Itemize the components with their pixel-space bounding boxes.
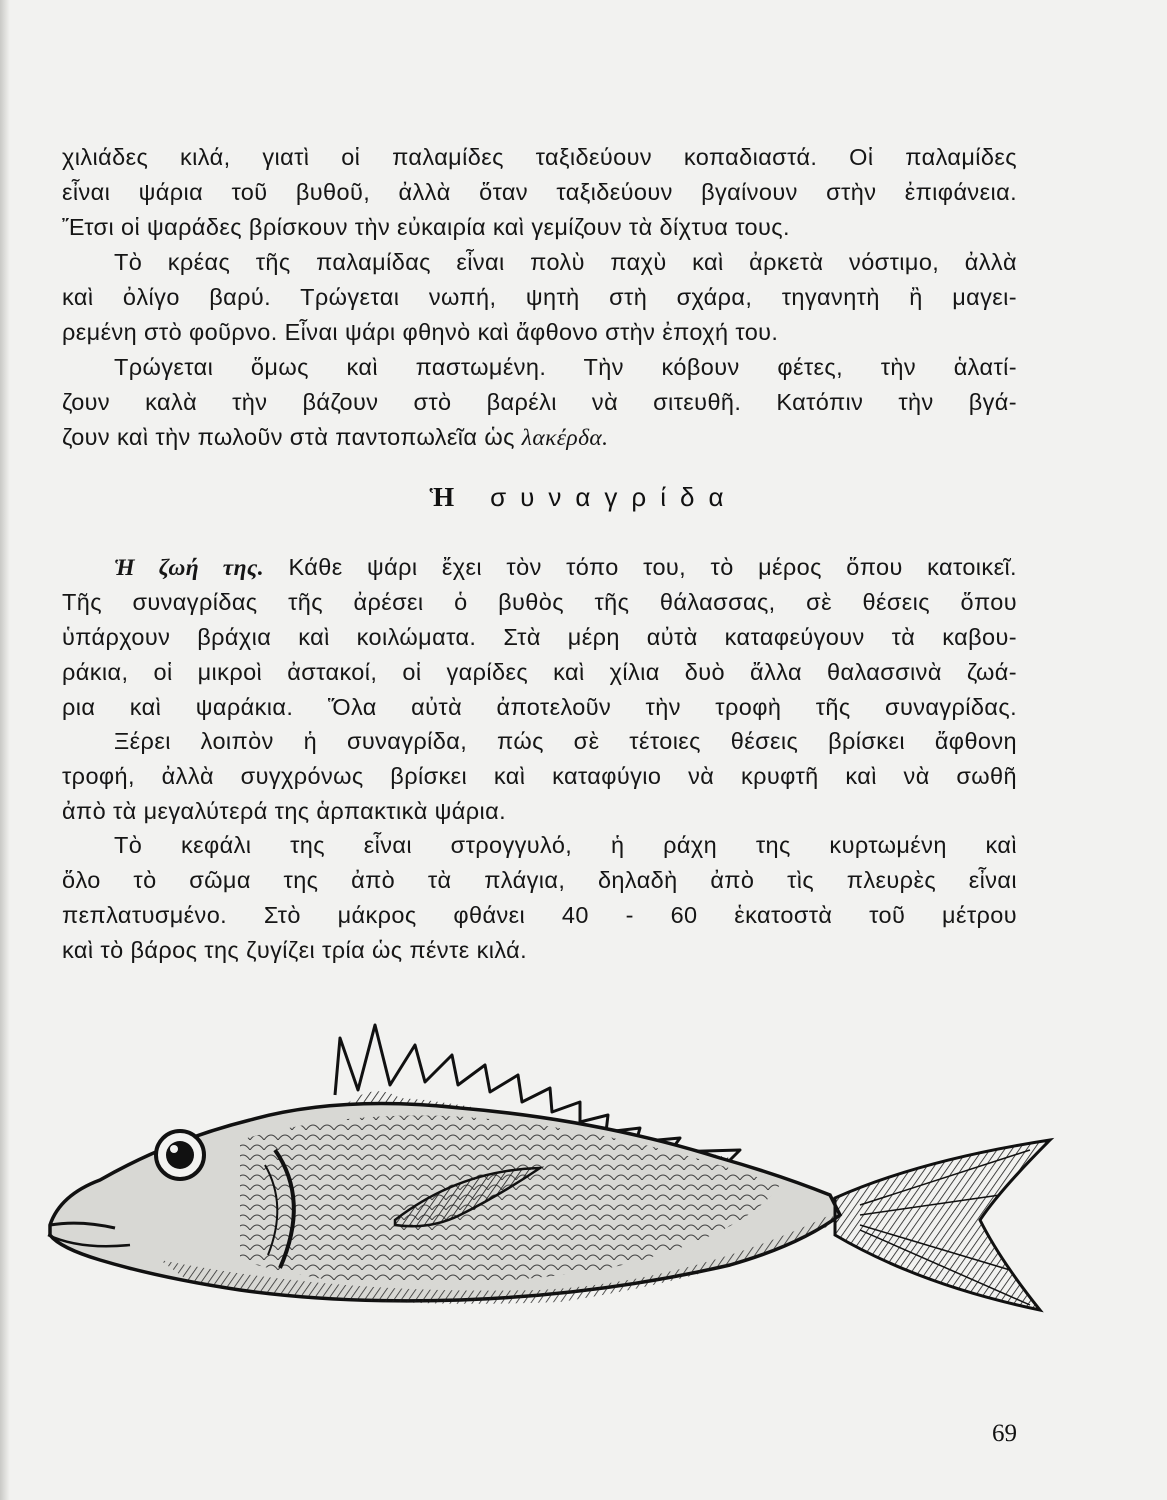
paragraph-synagrida-shelter [62,724,1017,829]
heading-title: συναγρίδα [490,482,738,512]
text-line: ρια καὶ ψαράκια. Ὅλα αὐτὰ ἀποτελοῦν τὴν τροφὴ τῆς συναγρίδας. [62,694,1017,720]
text-line-content: ζουν καὶ τὴν πωλοῦν στὰ παντοπωλεῖα ὡς [62,424,515,450]
lakerda-word: λακέρδα. [521,425,609,451]
paragraph-synagrida-life [62,550,1017,725]
page-edge-shadow [0,0,10,1500]
text-line: καὶ τὸ βάρος της ζυγίζει τρία ὡς πέντε κιλά. [62,937,528,963]
text-line: ὅλο τὸ σῶμα της ἀπὸ τὰ πλάγια, δηλαδὴ ἀπὸ τὶς πλευρὲς εἶναι [62,867,1017,893]
text-line: Τῆς συναγρίδας τῆς ἀρέσει ὁ βυθὸς τῆς θάλασσας, σὲ θέσεις ὅπου [62,589,1017,615]
text-line-content: Κάθε ψάρι ἔχει τὸν τόπο του, τὸ μέρος ὅπου κατοικεῖ. [288,554,1017,580]
text-line: Τὸ κεφάλι της εἶναι στρογγυλό, ἡ ράχη της κυρτωμένη καὶ [114,832,1017,858]
heading-article: Ἡ [429,482,455,512]
page-number: 69 [992,1420,1017,1447]
text-line: Ἔτσι οἱ ψαράδες βρίσκουν τὴν εὐκαιρία καὶ γεμίζουν τὰ δίχτυα τους. [62,214,790,240]
paragraph-palamida-salted [62,350,1017,455]
paragraph-synagrida-body [62,828,1017,968]
text-line: καὶ ὀλίγο βαρύ. Τρώγεται νωπή, ψητὴ στὴ σχάρα, τηγανητὴ ἢ μαγει- [62,284,1017,310]
tail-fin [835,1140,1050,1310]
text-line: ἀπὸ τὰ μεγαλύτερά της ἁρπακτικὰ ψάρια. [62,798,507,824]
text-line [62,420,1017,455]
paragraph-palamida-meat [62,245,1017,350]
text-line: χιλιάδες κιλά, γιατὶ οἱ παλαμίδες ταξιδεύουν κοπαδιαστά. Οἱ παλαμίδες [62,144,1017,170]
section-heading [0,482,1167,513]
text-line: Τὸ κρέας τῆς παλαμίδας εἶναι πολὺ παχὺ καὶ ἀρκετὰ νόστιμο, ἀλλὰ [114,249,1017,275]
text-line [62,550,1017,585]
text-line: πεπλατυσμένο. Στὸ μάκρος φθάνει 40 - 60 ἑκατοστὰ τοῦ μέτρου [62,902,1017,928]
fish-illustration [40,1020,1080,1320]
text-line: τροφή, ἀλλὰ συγχρόνως βρίσκει καὶ καταφύγιο νὰ κρυφτῆ καὶ νὰ σωθῆ [62,763,1017,789]
text-line: ράκια, οἱ μικροὶ ἀστακοί, οἱ γαρίδες καὶ χίλια δυὸ ἄλλα θαλασσινὰ ζωά- [62,659,1017,685]
paragraph-palamida-travel [62,140,1017,245]
lead-in-heading: Ἡ ζωή της. [114,555,265,581]
text-line: ὑπάρχουν βράχια καὶ κοιλώματα. Στὰ μέρη αὐτὰ καταφεύγουν τὰ καβου- [62,624,1017,650]
text-line: εἶναι ψάρια τοῦ βυθοῦ, ἀλλὰ ὅταν ταξιδεύουν βγαίνουν στὴν ἐπιφάνεια. [62,179,1017,205]
text-line: ζουν καλὰ τὴν βάζουν στὸ βαρέλι νὰ σιτευθῆ. Κατόπιν τὴν βγά- [62,389,1017,415]
text-line: ρεμένη στὸ φοῦρνο. Εἶναι ψάρι φθηνὸ καὶ ἄφθονο στὴν ἐποχή του. [62,319,779,345]
text-line: Τρώγεται ὅμως καὶ παστωμένη. Τὴν κόβουν φέτες, τὴν ἁλατί- [114,354,1017,380]
text-line: Ξέρει λοιπὸν ἡ συναγρίδα, πώς σὲ τέτοιες θέσεις βρίσκει ἄφθονη [114,728,1017,754]
